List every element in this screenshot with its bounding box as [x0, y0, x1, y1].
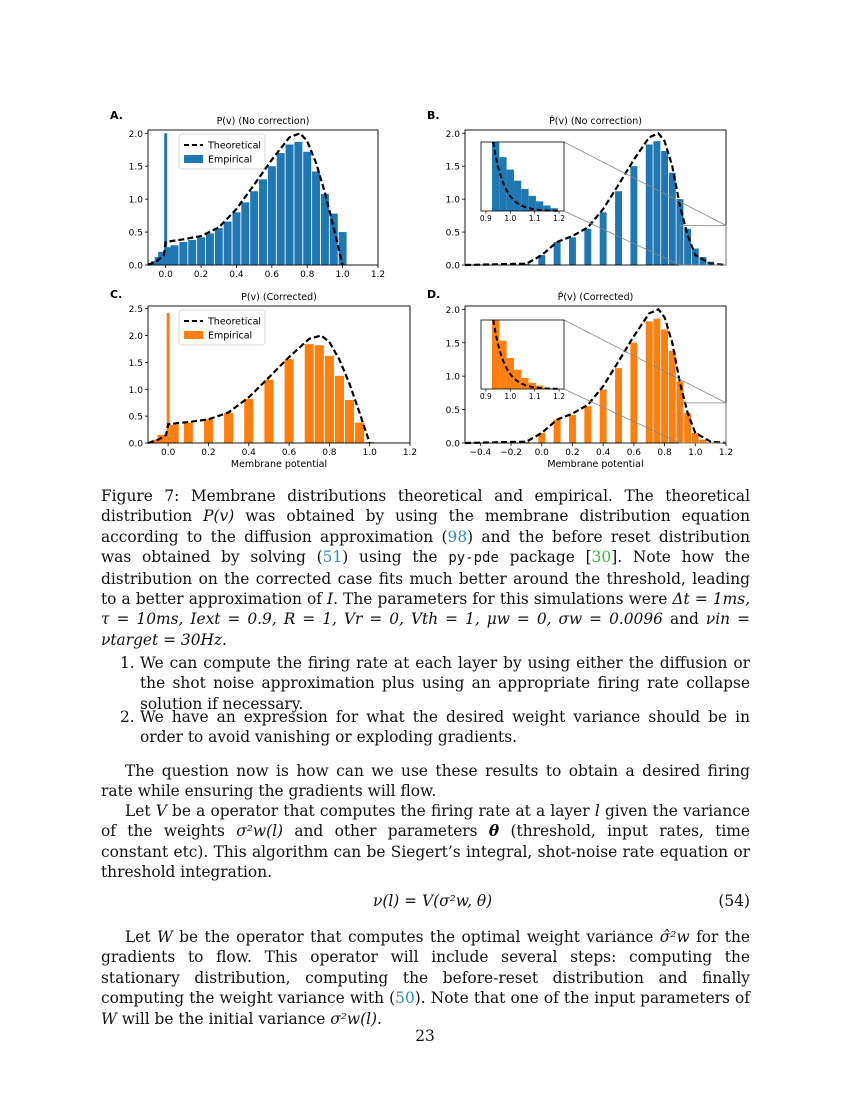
caption-text: and [662, 610, 706, 629]
x-tick-label: 1.2 [402, 448, 418, 458]
histogram-bar [700, 440, 707, 443]
caption-text: . The parameters for this simulations were [333, 590, 673, 609]
panel-label: D. [427, 288, 441, 301]
paragraph-3 [101, 927, 750, 1029]
x-tick-label: 1.0 [335, 270, 350, 280]
histogram-bar [206, 233, 214, 265]
histogram-bar [569, 415, 576, 443]
inset-x-tick-label: 1.0 [504, 214, 517, 223]
y-tick-label: 2.0 [445, 129, 460, 140]
caption-text: ) using the [342, 548, 449, 567]
histogram-bar [232, 212, 240, 265]
y-tick-label: 0.5 [445, 406, 460, 417]
legend-label: Theoretical [208, 140, 262, 152]
histogram-bar [653, 141, 660, 265]
x-tick-label: 1.2 [718, 448, 734, 458]
histogram-bar [615, 191, 622, 265]
paragraph-text: The question now is how can we use these results to obtain a desired firing rate while ensuring the gradients will flow. [101, 762, 750, 801]
paragraph-1 [101, 761, 750, 802]
math-theta: θ [488, 822, 500, 841]
operator-v: V [155, 802, 167, 820]
list-item-2 [120, 707, 750, 748]
histogram-bar [264, 380, 273, 443]
panel-label: B. [427, 109, 440, 122]
y-tick-label: 0.0 [128, 439, 143, 450]
math-sigma: σ²w(l) [236, 822, 283, 841]
histogram-bar [669, 173, 676, 265]
histogram-bar [584, 229, 591, 265]
histogram-bar [268, 166, 276, 265]
inset-bar [499, 341, 506, 389]
inset-x-tick-label: 1.1 [528, 392, 541, 401]
equation-54 [101, 892, 750, 914]
histogram-bar [179, 242, 187, 265]
y-tick-label: 2.0 [128, 129, 143, 140]
ref-link[interactable]: 98 [447, 527, 468, 546]
figure-7 [0, 0, 850, 480]
y-tick-label: 0.5 [445, 228, 460, 239]
y-tick-label: 0.0 [445, 439, 460, 450]
histogram-bar [684, 413, 691, 443]
histogram-bar [339, 232, 347, 265]
zoom-connector [564, 320, 726, 403]
panel-b [427, 109, 726, 272]
x-axis-label: Membrane potential [547, 459, 644, 470]
citation-link[interactable]: 30 [591, 548, 612, 567]
y-tick-label: 1.0 [128, 385, 143, 396]
histogram-bar [244, 399, 253, 443]
inset-x-tick-label: 0.9 [479, 392, 492, 401]
legend-label: Empirical [208, 154, 253, 166]
inset-bar [514, 181, 521, 211]
caption-rates: νin = νtarget = 30Hz. [101, 610, 750, 649]
histogram-bar [325, 356, 334, 443]
x-tick-label: 0.2 [193, 270, 209, 280]
x-tick-label: 0.0 [158, 270, 173, 280]
panel-title: P(v) (No correction) [216, 116, 310, 127]
histogram-bar [294, 142, 302, 265]
y-tick-label: 1.5 [445, 162, 460, 173]
histogram-bar [615, 368, 622, 443]
operator-w: W [101, 1009, 117, 1028]
histogram-bar [305, 344, 314, 443]
figure-caption [101, 486, 750, 650]
caption-params: Δt = 1ms, τ = 10ms, Iext = 0.9, R = 1, Vr = 0, Vth = 1, μw = 0, σw = 0.0096 [101, 590, 750, 629]
x-tick-label: 0.2 [201, 448, 216, 458]
paragraph-text: (threshold, input rates, time constant etc). This algorithm can be Siegert’s integral, shot-noise rate equation or threshold integration. [101, 822, 751, 882]
histogram-bar [188, 240, 196, 265]
package-name: py-pde [448, 550, 499, 567]
math-l: l [594, 802, 600, 820]
legend-label: Theoretical [208, 316, 262, 328]
paragraph-text: Let [125, 802, 156, 820]
caption-cal-i: I [327, 590, 334, 609]
y-tick-label: 2.0 [128, 332, 143, 343]
inset-x-tick-label: 1.0 [504, 392, 517, 401]
x-tick-label: 0.6 [626, 448, 642, 458]
histogram-bar [569, 237, 576, 265]
histogram-bar [692, 433, 699, 443]
panel-label: A. [110, 109, 123, 122]
histogram-bar [584, 406, 591, 443]
histogram-bar [600, 212, 607, 265]
histogram-bar [646, 144, 653, 265]
x-tick-label: 1.2 [370, 270, 386, 280]
paragraph-text: . [377, 1009, 382, 1028]
legend-bar-swatch [184, 331, 203, 339]
panel-c [110, 288, 417, 470]
y-tick-label: 0.5 [128, 228, 143, 239]
list-number: 1. [120, 654, 135, 672]
x-tick-label: 0.0 [160, 448, 176, 458]
y-tick-label: 1.5 [445, 339, 460, 350]
histogram-bar [630, 343, 637, 443]
histogram-bar [335, 376, 344, 443]
paragraph-text: be the operator that computes the optimal weight variance [172, 928, 660, 946]
histogram-bar [277, 153, 285, 265]
paragraph-text: ). Note that one of the input parameters of [414, 989, 750, 1008]
equation-body: ν(l) = V(σ²w, θ) [373, 892, 493, 910]
histogram-bar [215, 228, 223, 265]
paragraph-2 [101, 801, 750, 883]
histogram-bar [312, 171, 320, 265]
page-number: 23 [415, 1027, 435, 1045]
paragraph-text: given the variance of the weights [101, 802, 750, 841]
x-tick-label: −0.2 [500, 448, 522, 458]
panel-a [110, 109, 385, 280]
x-tick-label: 0.8 [300, 270, 315, 280]
histogram-bar [170, 425, 179, 443]
y-tick-label: 2.5 [128, 305, 143, 316]
ref-link[interactable]: 51 [322, 548, 343, 567]
list-item-1 [120, 653, 750, 714]
y-tick-label: 0.0 [128, 261, 143, 272]
x-tick-label: −0.4 [469, 448, 492, 458]
histogram-bar [669, 351, 676, 443]
x-tick-label: 0.4 [229, 270, 244, 280]
list-text: We have an expression for what the desired weight variance should be in order to avoid vanishing or exploding gradients. [140, 708, 750, 747]
inset-x-tick-label: 1.1 [528, 214, 541, 223]
y-tick-label: 0.5 [128, 412, 143, 423]
list-number: 2. [120, 708, 135, 726]
y-tick-label: 1.0 [445, 195, 460, 206]
histogram-bar [600, 390, 607, 443]
x-tick-label: 0.8 [322, 448, 337, 458]
caption-text: package [ [498, 548, 592, 567]
inset-x-tick-label: 1.2 [553, 214, 566, 223]
panel-title: P̂(v) (Corrected) [557, 292, 634, 303]
math-sigma-hat: σ̂²w [659, 928, 690, 946]
inset-x-tick-label: 1.2 [553, 392, 566, 401]
histogram-bar [303, 152, 311, 265]
x-tick-label: 0.4 [241, 448, 256, 458]
x-tick-label: 0.6 [281, 448, 297, 458]
x-tick-label: 0.2 [565, 448, 580, 458]
caption-label: Figure 7: [101, 487, 180, 505]
y-tick-label: 2.0 [445, 305, 460, 316]
panel-title: P(v) (Corrected) [241, 292, 317, 303]
histogram-bar [241, 202, 249, 265]
caption-text: Membrane distributions theoretical and empirical. The theoretical distribution [101, 487, 751, 526]
histogram-bar [171, 245, 179, 265]
caption-pv: P(v) [203, 507, 235, 526]
x-tick-label: 0.6 [264, 270, 280, 280]
histogram-bar [285, 359, 294, 443]
ref-link[interactable]: 50 [395, 989, 415, 1008]
histogram-bar [315, 345, 324, 443]
histogram-bar [259, 179, 267, 265]
x-tick-label: 1.0 [362, 448, 377, 458]
panel-title: P̂(v) (No correction) [549, 116, 642, 127]
histogram-bar [286, 144, 294, 265]
y-tick-label: 0.0 [445, 261, 460, 272]
caption-text: ) and the before reset distribution was obtained by solving ( [101, 527, 751, 567]
caption-text: ]. Note how the distribution on the corrected case fits much better around the threshold, leading to a better approximation of [101, 548, 751, 609]
y-tick-label: 1.0 [128, 195, 143, 206]
inset-x-tick-label: 0.9 [479, 214, 492, 223]
histogram-bar [646, 321, 653, 443]
paragraph-text: for the gradients to flow. This operator will include several steps: computing the stationary distribution, computing the before-reset distribution and finally computing the weight variance with ( [101, 928, 751, 1008]
x-tick-label: 0.8 [657, 448, 672, 458]
y-tick-label: 1.5 [128, 358, 143, 369]
legend-bar-swatch [184, 155, 203, 163]
histogram-bar [345, 400, 354, 443]
histogram-bar [224, 222, 232, 265]
x-tick-label: 1.0 [688, 448, 703, 458]
histogram-bar [630, 166, 637, 265]
panel-d [427, 288, 733, 470]
y-tick-label: 1.5 [128, 162, 143, 173]
paragraph-text: Let [125, 928, 157, 946]
caption-text: was obtained by using the membrane distribution equation according to the diffusion approximation ( [101, 507, 750, 546]
histogram-bar [250, 191, 258, 265]
math-sigma: σ²w(l) [330, 1009, 377, 1028]
histogram-bar [184, 423, 193, 443]
paragraph-text: and other parameters [283, 822, 489, 841]
list-text: We can compute the firing rate at each layer by using either the diffusion or the shot noise approximation plus using an appropriate firing rate collapse solution if necessary. [140, 654, 750, 713]
y-tick-label: 1.0 [445, 372, 460, 383]
panel-label: C. [110, 288, 123, 301]
x-tick-label: 0.4 [596, 448, 611, 458]
equation-number: (54) [718, 892, 750, 910]
histogram-bar [653, 319, 660, 443]
histogram-bar [204, 419, 213, 443]
histogram-bar [661, 151, 668, 265]
operator-w: W [156, 928, 173, 946]
x-tick-label: 0.0 [534, 448, 549, 458]
zoom-connector [564, 142, 726, 225]
histogram-bar [684, 229, 691, 265]
paragraph-text: will be the initial variance [116, 1009, 331, 1028]
x-axis-label: Membrane potential [230, 459, 328, 470]
histogram-bar [661, 329, 668, 443]
legend-label: Empirical [208, 330, 253, 342]
paragraph-text: be a operator that computes the firing rate at a layer [166, 802, 595, 820]
histogram-bar [197, 237, 205, 265]
histogram-bar [224, 413, 233, 443]
